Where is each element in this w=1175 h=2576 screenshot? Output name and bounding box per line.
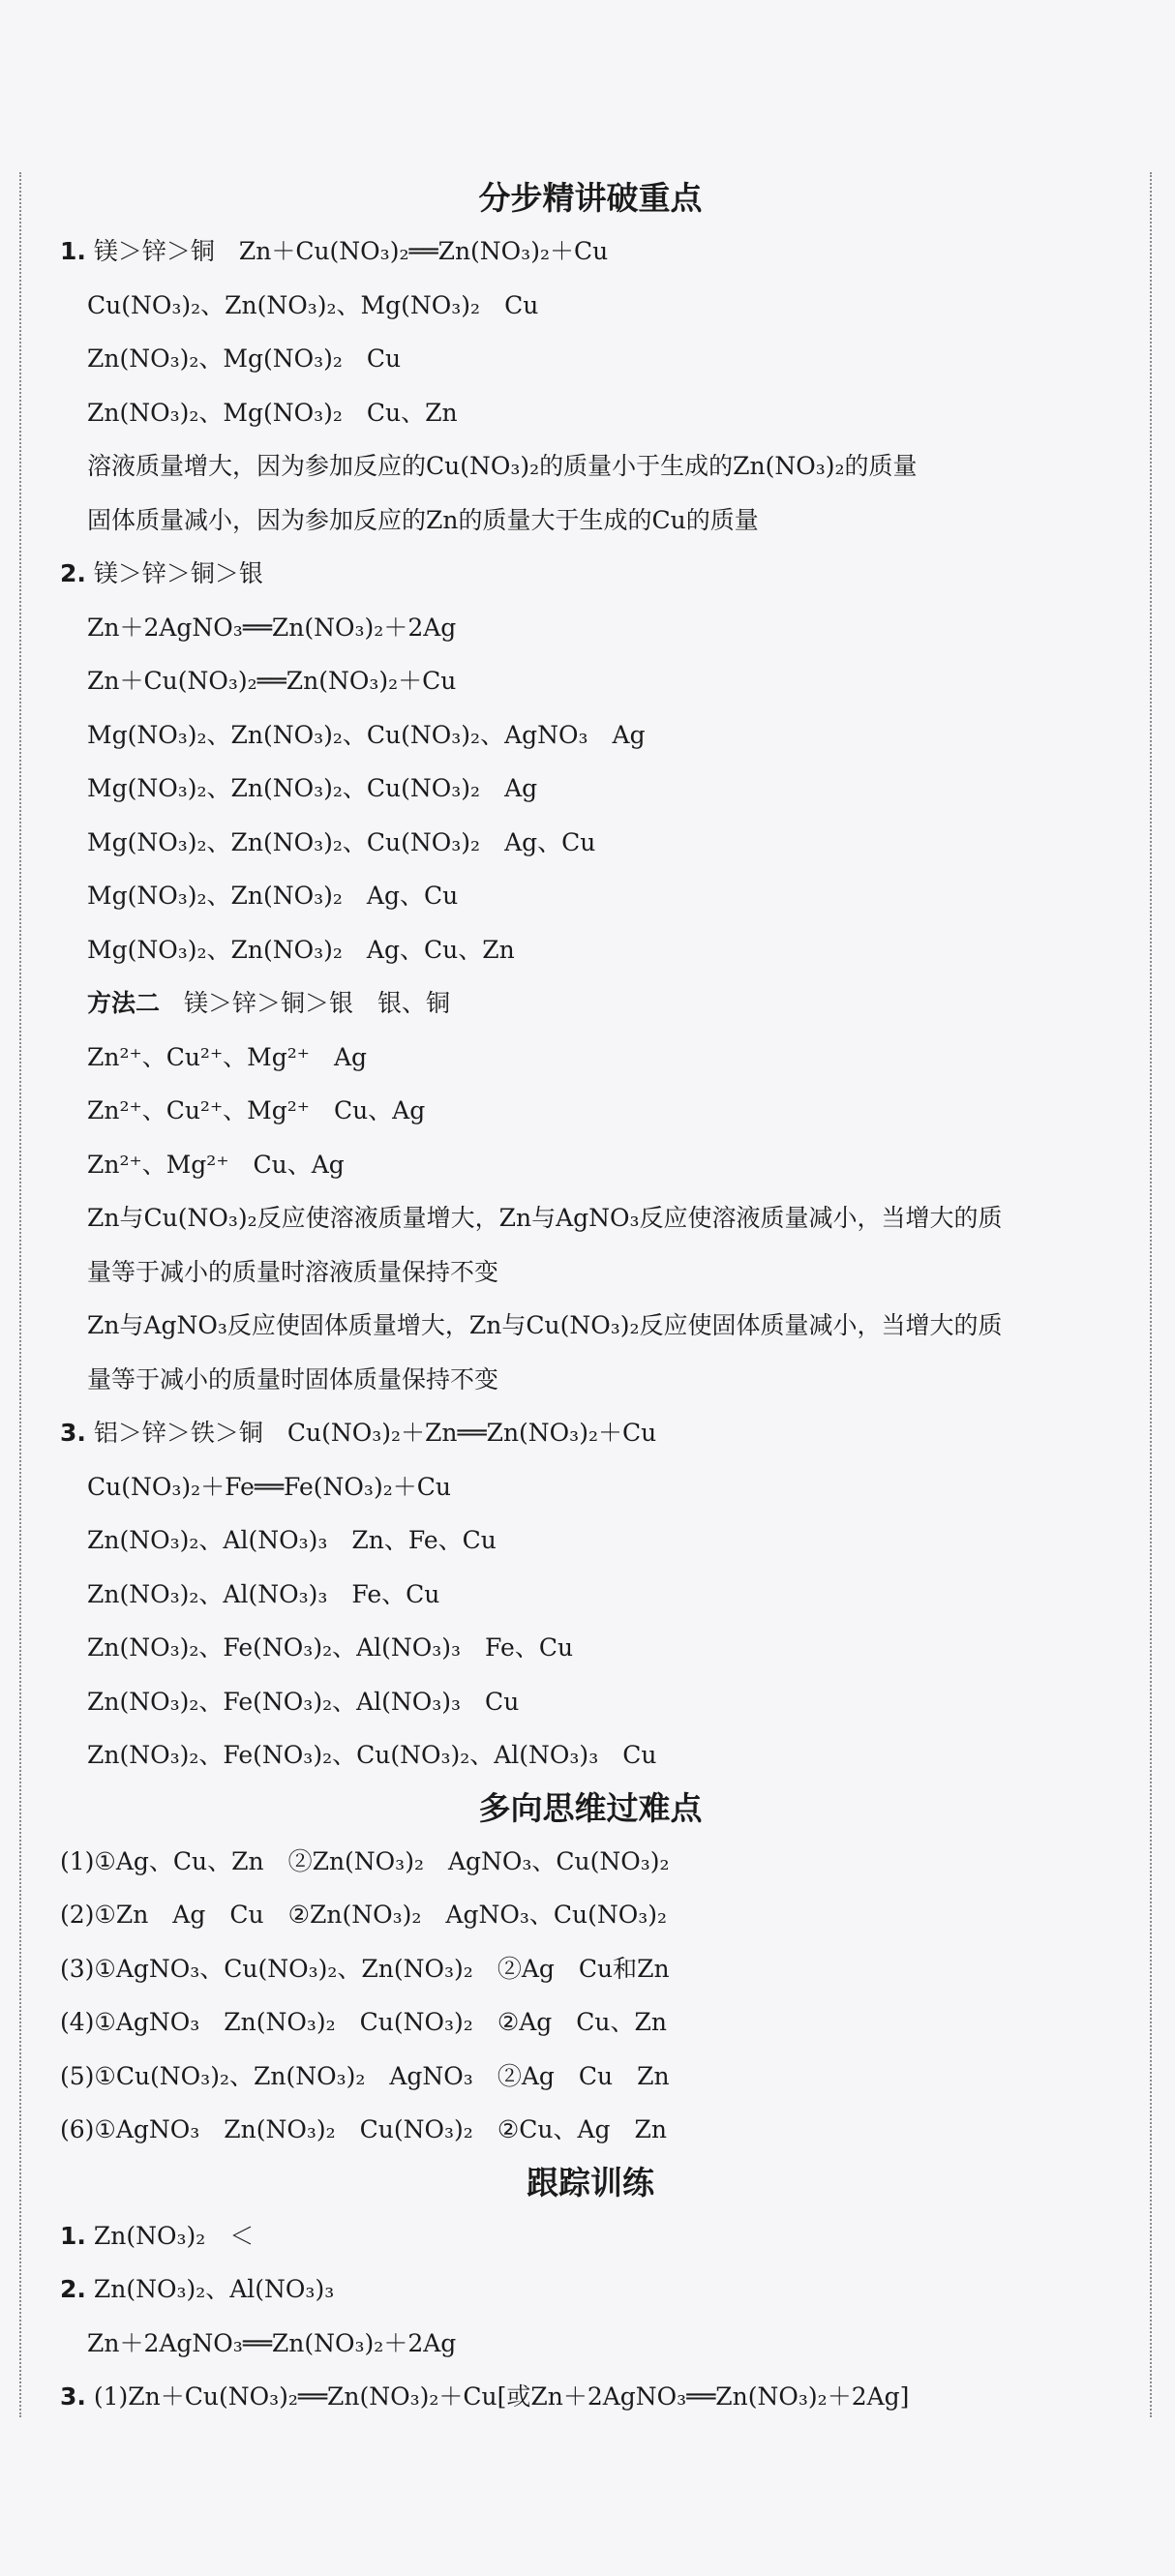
answer-line: Zn(NO₃)₂、Mg(NO₃)₂ Cu、Zn (87, 398, 458, 427)
method-label: 方法二 (87, 989, 161, 1017)
answer-line: Cu(NO₃)₂、Zn(NO₃)₂、Mg(NO₃)₂ Cu (87, 290, 539, 319)
answer-line: Mg(NO₃)₂、Zn(NO₃)₂、Cu(NO₃)₂ Ag、Cu (87, 827, 596, 856)
item-number: 3. (60, 1419, 86, 1447)
right-dotted-border (1150, 172, 1152, 2417)
item-number: 3. (60, 2382, 86, 2411)
answer-line: Zn(NO₃)₂、Al(NO₃)₃ Zn、Fe、Cu (87, 1526, 497, 1554)
answer-line: Zn(NO₃)₂、Fe(NO₃)₂、Al(NO₃)₃ Fe、Cu (87, 1633, 574, 1662)
answer-line (48, 2262, 1132, 2317)
answer-line: Zn与Cu(NO₃)₂反应使溶液质量增大，Zn与AgNO₃反应使溶液质量减小，当增大的质 (87, 1204, 1003, 1232)
answer-line: (4)①AgNO₃ Zn(NO₃)₂ Cu(NO₃)₂ ②Ag Cu、Zn (60, 2008, 667, 2036)
answer-line: Zn²⁺、Mg²⁺ Cu、Ag (87, 1150, 345, 1179)
section-heading-3: 跟踪训练 (527, 2163, 654, 2202)
answer-line (48, 2370, 1132, 2424)
answer-line: Mg(NO₃)₂、Zn(NO₃)₂ Ag、Cu、Zn (87, 935, 515, 964)
answer-line: (6)①AgNO₃ Zn(NO₃)₂ Cu(NO₃)₂ ②Cu、Ag Zn (60, 2115, 667, 2143)
item-number: 2. (60, 559, 86, 587)
answer-line: Zn²⁺、Cu²⁺、Mg²⁺ Cu、Ag (87, 1096, 426, 1124)
answer-text: 镁＞锌＞铜＞银 (85, 559, 263, 587)
answer-line: Zn(NO₃)₂、Fe(NO₃)₂、Al(NO₃)₃ Cu (87, 1687, 520, 1716)
answer-line: 量等于减小的质量时溶液质量保持不变 (87, 1257, 499, 1286)
answer-line: (1)①Ag、Cu、Zn ②Zn(NO₃)₂ AgNO₃、Cu(NO₃)₂ (60, 1846, 670, 1875)
answer-line (48, 547, 1132, 601)
section-heading-2: 多向思维过难点 (478, 1788, 703, 1827)
answer-line: Zn＋2AgNO₃══Zn(NO₃)₂＋2Ag (87, 2328, 457, 2357)
answer-line: 溶液质量增大，因为参加反应的Cu(NO₃)₂的质量小于生成的Zn(NO₃)₂的质量 (87, 452, 918, 480)
answer-line: Zn＋Cu(NO₃)₂══Zn(NO₃)₂＋Cu (87, 667, 457, 695)
answer-line: (3)①AgNO₃、Cu(NO₃)₂、Zn(NO₃)₂ ②Ag Cu和Zn (60, 1954, 670, 1983)
answer-line (48, 976, 1132, 1031)
answer-line: (5)①Cu(NO₃)₂、Zn(NO₃)₂ AgNO₃ ②Ag Cu Zn (60, 2061, 670, 2090)
answer-text: Zn(NO₃)₂ ＜ (85, 2221, 255, 2250)
answer-text: (1)Zn＋Cu(NO₃)₂══Zn(NO₃)₂＋Cu[或Zn＋2AgNO₃══Zn(NO₃)₂＋2Ag] (85, 2382, 910, 2411)
answer-text: 铝＞锌＞铁＞铜 Cu(NO₃)₂＋Zn══Zn(NO₃)₂＋Cu (85, 1419, 657, 1447)
left-dotted-border (19, 172, 21, 2417)
answer-text: Zn(NO₃)₂、Al(NO₃)₃ (85, 2275, 335, 2303)
answer-text: 镁＞锌＞铜＞银 银、铜 (160, 989, 451, 1017)
answer-line: 固体质量减小，因为参加反应的Zn的质量大于生成的Cu的质量 (87, 505, 759, 534)
answer-line: Mg(NO₃)₂、Zn(NO₃)₂ Ag、Cu (87, 882, 459, 910)
answer-line: Zn²⁺、Cu²⁺、Mg²⁺ Ag (87, 1042, 368, 1071)
answer-line: Mg(NO₃)₂、Zn(NO₃)₂、Cu(NO₃)₂、AgNO₃ Ag (87, 720, 646, 749)
answer-content (48, 172, 1132, 2424)
answer-text: 镁＞锌＞铜 Zn＋Cu(NO₃)₂══Zn(NO₃)₂＋Cu (85, 237, 609, 265)
answer-line (48, 2209, 1132, 2263)
item-number: 2. (60, 2275, 86, 2303)
answer-line: Zn(NO₃)₂、Fe(NO₃)₂、Cu(NO₃)₂、Al(NO₃)₃ Cu (87, 1741, 657, 1769)
answer-line: Zn(NO₃)₂、Al(NO₃)₃ Fe、Cu (87, 1579, 440, 1608)
answer-line: Zn(NO₃)₂、Mg(NO₃)₂ Cu (87, 344, 402, 373)
answer-line: 量等于减小的质量时固体质量保持不变 (87, 1364, 499, 1393)
answer-line (48, 225, 1132, 279)
section-heading-1: 分步精讲破重点 (478, 179, 703, 217)
answer-line: Zn与AgNO₃反应使固体质量增大，Zn与Cu(NO₃)₂反应使固体质量减小，当增大的质 (87, 1311, 1003, 1339)
answer-line (48, 1406, 1132, 1460)
answer-line: Mg(NO₃)₂、Zn(NO₃)₂、Cu(NO₃)₂ Ag (87, 774, 538, 802)
item-number: 1. (60, 2221, 86, 2250)
answer-line: Cu(NO₃)₂＋Fe══Fe(NO₃)₂＋Cu (87, 1472, 451, 1501)
item-number: 1. (60, 237, 86, 265)
answer-line: Zn＋2AgNO₃══Zn(NO₃)₂＋2Ag (87, 613, 457, 642)
answer-line: (2)①Zn Ag Cu ②Zn(NO₃)₂ AgNO₃、Cu(NO₃)₂ (60, 1901, 667, 1929)
